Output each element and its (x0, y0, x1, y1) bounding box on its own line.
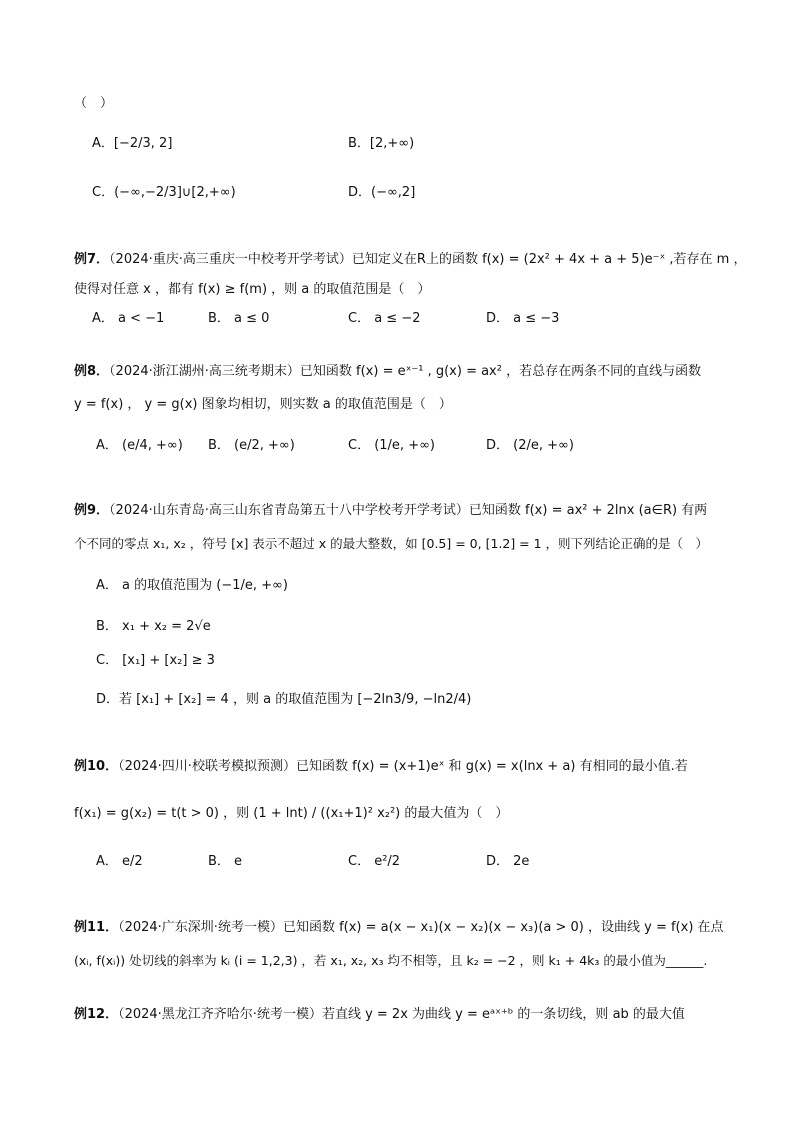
example-12-label: 例12． (74, 1007, 119, 1022)
example-12-source: （2024·黑龙江齐齐哈尔·统考一模） (118, 1007, 322, 1022)
example-7-option-a: A． a < −1 (92, 311, 165, 326)
example-8-option-b: B． (e/2, +∞) (208, 438, 295, 453)
example-9-stem-1: 已知函数 f(x) = ax² + 2lnx (a∈R) 有两 (468, 503, 708, 518)
example-10-option-d: D． 2e (486, 854, 530, 869)
example-7-line-1 (74, 250, 746, 270)
example-11-stem-2: (xᵢ, f(xᵢ)) 处切线的斜率为 kᵢ (i = 1,2,3) ，若 x₁, x₂, x₃ 均不相等，且 k₂ = −2 ，则 k₁ + 4k₃ 的最小值为______. (74, 953, 708, 968)
example-10-label: 例10． (74, 759, 119, 774)
example-8-label: 例8． (74, 364, 110, 379)
example-9-stem-2: 个不同的零点 x₁, x₂ ，符号 [x] 表示不超过 x 的最大整数，如 [0.5] = 0, [1.2] = 1 ，则下列结论正确的是（ ） (74, 536, 709, 551)
example-8-option-a: A． (e/4, +∞) (96, 438, 183, 453)
example-9-label: 例9． (74, 503, 110, 518)
example-8-option-c: C． (1/e, +∞) (348, 438, 435, 453)
example-9-option-b: B． x₁ + x₂ = 2√e (96, 619, 211, 634)
example-7-option-b: B． a ≤ 0 (208, 311, 270, 326)
example-10-option-a: A． e/2 (96, 854, 143, 869)
option-b: B．[2,+∞) (348, 136, 415, 151)
example-8-stem-1: 已知函数 f(x) = eˣ⁻¹ , g(x) = ax² ，若总存在两条不同的直线与函数 (299, 364, 702, 379)
option-c: C．(−∞,−2/3]∪[2,+∞) (92, 185, 236, 200)
question-paren: （ ） (74, 96, 114, 111)
example-9-source: （2024·山东青岛·高三山东省青岛第五十八中学校考开学考试） (109, 503, 469, 518)
example-10-option-b: B． e (208, 854, 243, 869)
option-d: D．(−∞,2] (348, 185, 416, 200)
example-12-stem-1: 若直线 y = 2x 为曲线 y = eᵃˣ⁺ᵇ 的一条切线，则 ab 的最大值 (321, 1007, 685, 1022)
example-7-label: 例7． (74, 252, 110, 267)
example-10-source: （2024·四川·校联考模拟预测） (118, 759, 296, 774)
example-11-line-1 (74, 918, 724, 938)
example-10-stem-1: 已知函数 f(x) = (x+1)eˣ 和 g(x) = x(lnx + a) 有相同的最小值.若 (295, 759, 688, 774)
example-9-option-d: D．若 [x₁] + [x₂] = 4 ，则 a 的取值范围为 [−2ln3/9, −ln2/4) (96, 692, 472, 707)
example-8-source: （2024·浙江湖州·高三统考期末） (109, 364, 300, 379)
example-12-line-1 (74, 1005, 685, 1025)
example-11-label: 例11． (74, 920, 119, 935)
example-8-line-1 (74, 362, 701, 382)
example-10-stem-2: f(x₁) = g(x₂) = t(t > 0) ，则 (1 + lnt) / ((x₁+1)² x₂²) 的最大值为（ ） (74, 806, 509, 821)
example-9-line-1 (74, 501, 707, 521)
example-8-stem-2: y = f(x) ， y = g(x) 图象均相切，则实数 a 的取值范围是（ ） (74, 397, 452, 412)
example-7-stem-1: 已知定义在R上的函数 f(x) = (2x² + 4x + a + 5)e⁻ˣ ,若存在 m ， (351, 252, 747, 267)
example-10-line-1 (74, 757, 688, 777)
example-7-option-d: D． a ≤ −3 (486, 311, 560, 326)
example-7-stem-2: 使得对任意 x ，都有 f(x) ≥ f(m) ，则 a 的取值范围是（ ） (74, 282, 431, 297)
example-9-option-c: C． [x₁] + [x₂] ≥ 3 (96, 653, 215, 668)
example-10-option-c: C． e²/2 (348, 854, 401, 869)
example-9-option-a: A． a 的取值范围为 (−1/e, +∞) (96, 578, 288, 593)
example-7-option-c: C． a ≤ −2 (348, 311, 421, 326)
example-11-stem-1: 已知函数 f(x) = a(x − x₁)(x − x₂)(x − x₃)(a > 0) ，设曲线 y = f(x) 在点 (282, 920, 724, 935)
example-8-option-d: D． (2/e, +∞) (486, 438, 574, 453)
option-a: A．[−2/3, 2] (92, 136, 173, 151)
example-11-source: （2024·广东深圳·统考一模） (118, 920, 283, 935)
example-7-source: （2024·重庆·高三重庆一中校考开学考试） (109, 252, 352, 267)
